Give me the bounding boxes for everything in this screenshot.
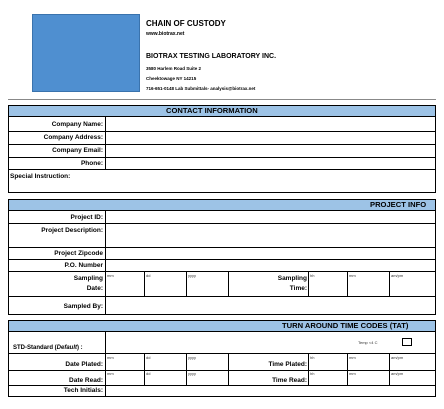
date-split [228,353,229,385]
time-plated-mm-hint: mm [349,355,356,360]
time-plated-minute-field[interactable] [348,354,389,370]
time-plated-ampm-field[interactable] [390,354,435,370]
project-right-border [435,211,436,314]
time-plated-ampm-hint: am/pm [391,355,404,360]
date-split [228,271,229,296]
tat-left-border [8,332,9,397]
date-read-month-field[interactable] [106,371,144,385]
sampled-by-field[interactable] [106,297,435,314]
row-line [8,396,436,397]
time-read-ampm-field[interactable] [390,371,435,385]
date-read-day-field[interactable] [145,371,186,385]
time-read-minute-field[interactable] [348,371,389,385]
sampling-time-ampm-hint: am/pm [391,273,404,278]
address-line-1: 3580 Harlem Road Suite 2 [146,66,202,71]
date-plated-year-field[interactable] [187,354,228,370]
date-read-mm-hint: mm [107,371,114,376]
tech-initials-field[interactable] [106,386,435,396]
project-id-field[interactable] [106,212,435,223]
project-zipcode-label: Project Zipcode [54,250,103,257]
std-standard-label [13,345,83,351]
std-suffix: ) : [77,345,83,351]
sampling-time-ampm-field[interactable] [390,272,435,296]
tat-section-title: TURN AROUND TIME CODES (TAT) [282,321,409,330]
sampling-time-hh-hint: hh [310,273,315,278]
po-number-field[interactable] [106,260,435,271]
row-line [8,192,436,193]
project-description-label: Project Description: [41,227,103,234]
sampling-date-dd-hint: dd [146,273,151,278]
temp-label: Temp <4 C [358,340,378,345]
sampling-time-minute-field[interactable] [348,272,389,296]
company-address-field[interactable] [106,132,435,144]
sampling-time-hour-field[interactable] [309,272,347,296]
phone-line: 716-651-0148 Lab Submittals- analysis@biotrax.net [146,86,256,91]
row-line [8,314,436,315]
time-read-mm-hint: mm [349,371,356,376]
header-divider [8,99,436,100]
project-section-title: PROJECT INFO [370,200,427,209]
date-plated-label: Date Plated: [65,361,103,368]
std-default: Default [56,345,78,351]
sampling-date-day-field[interactable] [145,272,186,296]
sampling-time-mm-hint: mm [349,273,356,278]
tech-initials-label: Tech Initials: [63,387,103,394]
sampling-date-mm-hint: mm [107,273,114,278]
document-title: CHAIN OF CUSTODY [146,19,226,28]
special-instruction-label: Special Instruction: [10,173,71,180]
date-plated-month-field[interactable] [106,354,144,370]
company-logo-placeholder [32,14,140,92]
sampling-date-yyyy-hint: yyyy [188,273,196,278]
std-prefix: STD-Standard ( [13,345,57,351]
date-read-label: Date Read: [69,377,103,384]
date-read-year-field[interactable] [187,371,228,385]
company-address-label: Company Address: [43,134,103,141]
contact-right-border [435,117,436,193]
project-id-label: Project ID: [70,214,103,221]
temp-checkbox[interactable] [402,338,412,346]
address-line-2: Cheektowage NY 14215 [146,76,197,81]
time-plated-hh-hint: hh [310,355,315,360]
time-read-label: Time Read: [272,377,307,384]
row-line [8,169,436,170]
project-zipcode-field[interactable] [106,248,435,259]
date-plated-yyyy-hint: yyyy [188,355,196,360]
contact-section-title: CONTACT INFORMATION [166,106,258,115]
project-description-field[interactable] [106,224,435,247]
sampling-date-year-field[interactable] [187,272,228,296]
sampling-date-label-line1: Sampling [73,275,103,282]
time-read-hh-hint: hh [310,371,315,376]
time-plated-hour-field[interactable] [309,354,347,370]
company-name-field[interactable] [106,118,435,131]
sampling-date-month-field[interactable] [106,272,144,296]
sampling-time-label-line2: Time: [289,285,307,292]
date-read-yyyy-hint: yyyy [188,371,196,376]
company-name-label: Company Name: [51,121,103,128]
special-instruction-field[interactable] [9,181,435,192]
phone-field[interactable] [106,158,435,169]
tat-right-border [435,332,436,397]
company-email-field[interactable] [106,145,435,157]
date-read-dd-hint: dd [146,371,151,376]
time-read-hour-field[interactable] [309,371,347,385]
time-read-ampm-hint: am/pm [391,371,404,376]
date-plated-mm-hint: mm [107,355,114,360]
time-plated-label: Time Plated: [268,361,307,368]
sampling-date-label-line2: Date: [86,285,103,292]
sampled-by-label: Sampled By: [63,303,103,310]
company-email-label: Company Email: [52,147,103,154]
date-plated-dd-hint: dd [146,355,151,360]
company-website: www.biotrax.net [146,31,185,37]
date-plated-day-field[interactable] [145,354,186,370]
project-left-border [8,211,9,314]
lab-name: BIOTRAX TESTING LABORATORY INC. [146,53,277,60]
po-number-label: P.O. Number [64,262,103,269]
phone-label: Phone: [80,160,103,167]
sampling-time-label-line1: Sampling [277,275,307,282]
